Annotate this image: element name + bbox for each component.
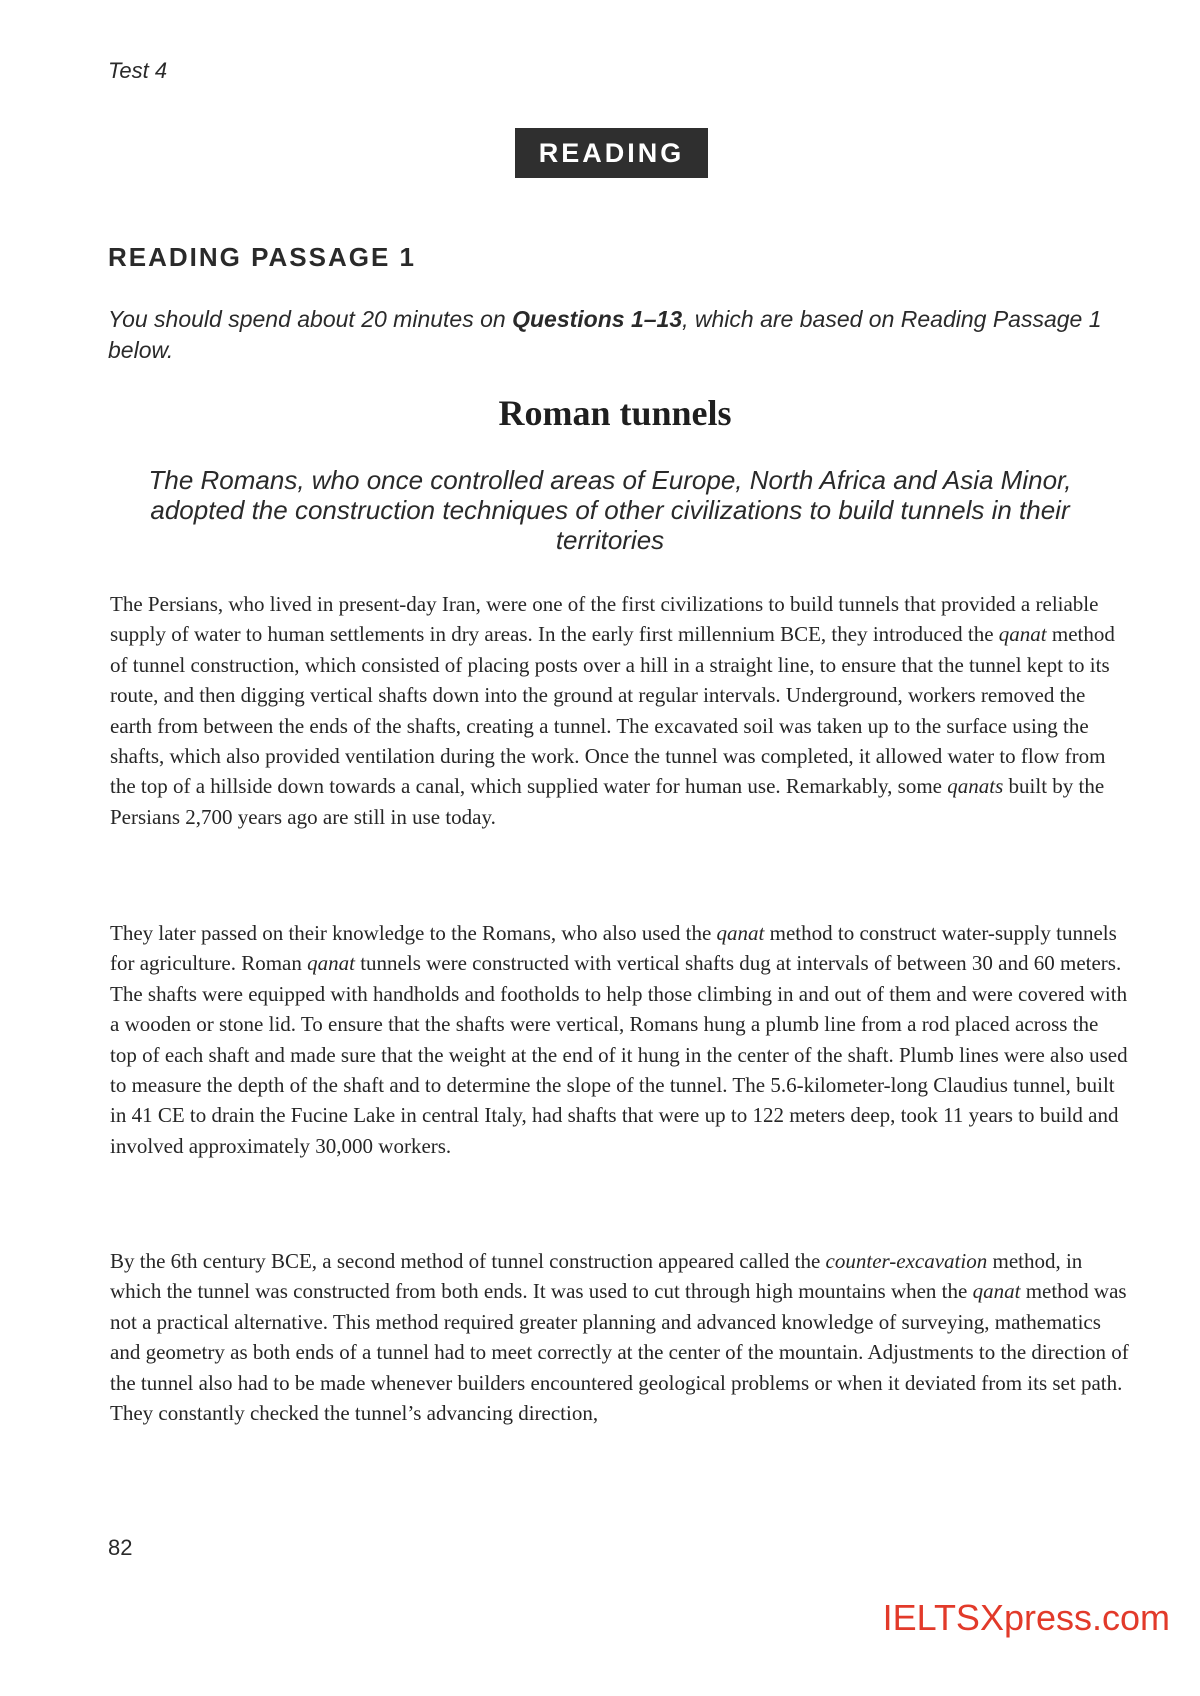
paragraph-text: method, in which the tunnel was constructed from both ends. It was used to cut through high mountains when the — [110, 1249, 1083, 1304]
italic-term: qanats — [947, 774, 1004, 799]
paragraph-3 — [110, 1246, 1130, 1428]
instruction-questions: Questions 1–13 — [512, 306, 683, 332]
paragraph-text: method to construct water-supply tunnels for agriculture. Roman — [110, 921, 1117, 976]
instruction-prefix: You should spend about 20 minutes on — [108, 306, 513, 332]
italic-term: qanat — [716, 921, 765, 945]
italic-term: counter-excavation — [825, 1249, 988, 1273]
italic-term: qanat — [307, 951, 355, 976]
paragraph-text: built by the Persians 2,700 years ago are still in use today. — [110, 774, 1105, 829]
italic-term: qanat — [998, 622, 1047, 647]
paragraph-2 — [110, 918, 1130, 1161]
article-subtitle: The Romans, who once controlled areas of Europe, North Africa and Asia Minor, adopted the construction techniques of other civilizations to build tunnels in their territories — [148, 465, 1072, 555]
paragraph-text: They later passed on their knowledge to the Romans, who also used the — [110, 921, 717, 945]
instruction-text — [108, 304, 1108, 366]
running-head: Test 4 — [108, 58, 168, 83]
paragraph-1 — [110, 589, 1130, 832]
paragraph-text: tunnels were constructed with vertical shafts dug at intervals of between 30 and 60 meters. The shafts were equipped with handholds and footholds to help those climbing in and out of them and were covered with a wooden or stone lid. To ensure that the shafts were vertical, Romans hung a plumb line from a rod placed across the top of each shaft and made sure that the weight at the end of it hung in the center of the shaft. Plumb lines were also used to measure the depth of the shaft and to determine the slope of the tunnel. The 5.6-kilometer-long Claudius tunnel, built in 41 CE to drain the Fucine Lake in central Italy, had shafts that were up to 122 meters deep, took 11 years to build and involved approximately 30,000 workers. — [110, 951, 1128, 1158]
paragraph-text: method was not a practical alternative. This method required greater planning and advanced knowledge of surveying, mathematics and geometry as both ends of a tunnel had to meet correctly at the center of the mountain. Adjustments to the direction of the tunnel also had to be made whenever builders encountered geological problems or when it deviated from its set path. They constantly checked the tunnel’s advancing direction, — [110, 1279, 1129, 1426]
section-badge: READING — [515, 128, 708, 178]
passage-heading: READING PASSAGE 1 — [108, 242, 417, 272]
watermark: IELTSXpress.com — [882, 1597, 1170, 1638]
italic-term: qanat — [972, 1279, 1021, 1304]
paragraph-text: method of tunnel construction, which consisted of placing posts over a hill in a straight line, to ensure that the tunnel kept to its route, and then digging vertical shafts down into the ground at regular intervals. Underground, workers removed the earth from between the ends of the shafts, creating a tunnel. The excavated soil was taken up to the surface using the shafts, which also provided ventilation during the work. Once the tunnel was completed, it allowed water to flow from the top of a hillside down towards a canal, which supplied water for human use. Remarkably, some — [110, 622, 1115, 799]
article-title: Roman tunnels — [498, 393, 732, 433]
paragraph-text: The Persians, who lived in present-day Iran, were one of the first civilizations to build tunnels that provided a reliable supply of water to human settlements in dry areas. In the early first millennium BCE, they introduced the — [110, 592, 1099, 647]
instruction-suffix: , which are based on Reading Passage 1 below. — [108, 306, 1102, 363]
page-number: 82 — [108, 1535, 133, 1560]
paragraph-text: By the 6th century BCE, a second method of tunnel construction appeared called the — [110, 1249, 826, 1273]
